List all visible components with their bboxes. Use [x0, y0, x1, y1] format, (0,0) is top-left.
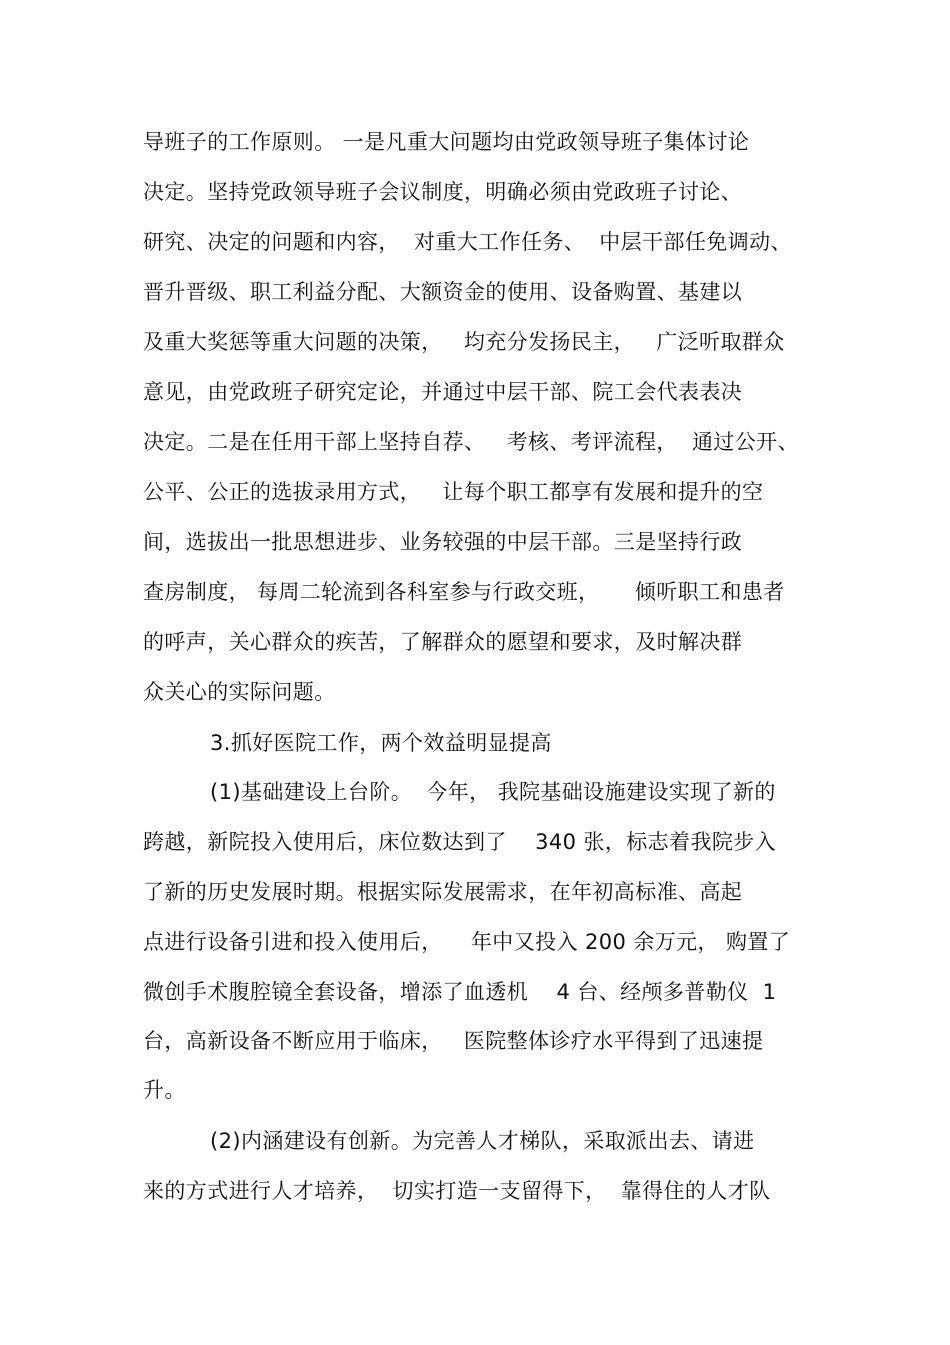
text-line: 间，选拔出一批思想进步、业务较强的中层干部。三是坚持行政 — [143, 530, 743, 554]
text-line: 微创手术腹腔镜全套设备，增添了血透机 4 台、经颅多普勒仪 1 — [143, 980, 777, 1004]
text-line: 意见，由党政班子研究定论，并通过中层干部、院工会代表表决 — [143, 380, 743, 404]
section-heading: 3.抓好医院工作，两个效益明显提高 — [210, 731, 552, 755]
text-line: 点进行设备引进和投入使用后， 年中又投入 200 余万元， 购置了 — [143, 930, 791, 954]
text-line: (2)内涵建设有创新。为完善人才梯队，采取派出去、请进 — [210, 1129, 755, 1153]
text-line: 决定。二是在任用干部上坚持自荐、 考核、考评流程， 通过公开、 — [143, 430, 799, 454]
text-line: 来的方式进行人才培养， 切实打造一支留得下， 靠得住的人才队 — [143, 1179, 771, 1203]
text-line: 台，高新设备不断应用于临床， 医院整体诊疗水平得到了迅速提 — [143, 1029, 764, 1053]
text-line: 导班子的工作原则。 一是凡重大问题均由党政领导班子集体讨论 — [143, 130, 750, 154]
text-line: 公平、公正的选拔录用方式， 让每个职工都享有发展和提升的空 — [143, 480, 764, 504]
text-line: 了新的历史发展时期。根据实际发展需求，在年初高标准、高起 — [143, 880, 743, 904]
text-line: 晋升晋级、职工利益分配、大额资金的使用、设备购置、基建以 — [143, 280, 743, 304]
text-line: 及重大奖惩等重大问题的决策， 均充分发扬民主， 广泛听取群众 — [143, 330, 785, 354]
text-line: 研究、决定的问题和内容， 对重大工作任务、 中层干部任免调动、 — [143, 230, 792, 254]
text-line: 的呼声，关心群众的疾苦，了解群众的愿望和要求，及时解决群 — [143, 630, 743, 654]
text-line: (1)基础建设上台阶。 今年， 我院基础设施建设实现了新的 — [210, 780, 776, 804]
text-line: 查房制度， 每周二轮流到各科室参与行政交班， 倾听职工和患者 — [143, 580, 785, 604]
text-line: 众关心的实际问题。 — [143, 680, 336, 704]
text-line: 决定。坚持党政领导班子会议制度，明确必须由党政班子讨论、 — [143, 180, 743, 204]
text-line: 跨越，新院投入使用后，床位数达到了 340 张，标志着我院步入 — [143, 830, 777, 854]
text-line: 升。 — [143, 1078, 186, 1102]
